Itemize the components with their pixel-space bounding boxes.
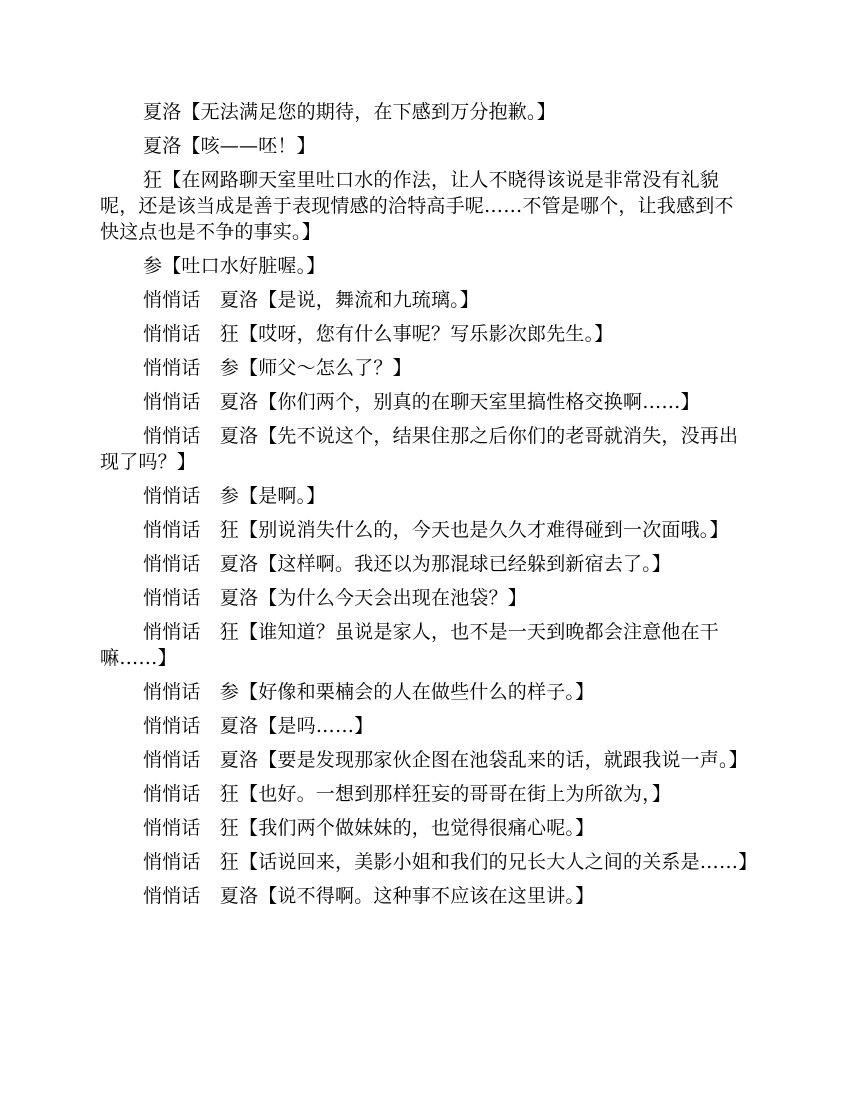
document-body: [100, 99, 758, 917]
paragraph: 悄悄话 夏洛【先不说这个，结果住那之后你们的老哥就消失，没再出现了吗？】: [100, 425, 739, 473]
paragraph: 悄悄话 狂【别说消失什么的，今天也是久久才难得碰到一次面哦。】: [143, 519, 729, 541]
paragraph: 悄悄话 夏洛【这样啊。我还以为那混球已经躲到新宿去了。】: [143, 553, 672, 575]
paragraph: 悄悄话 夏洛【是说，舞流和九琉璃。】: [143, 289, 480, 311]
paragraph: 夏洛【咳——呸！】: [143, 135, 316, 157]
paragraph: 悄悄话 参【好像和栗楠会的人在做些什么的样子。】: [143, 681, 595, 703]
paragraph: 悄悄话 狂【谁知道？虽说是家人，也不是一天到晚都会注意他在干嘛……】: [100, 621, 720, 669]
paragraph: 悄悄话 狂【话说回来，美影小姐和我们的兄长大人之间的关系是……】: [143, 851, 758, 873]
paragraph: 夏洛【无法满足您的期待，在下感到万分抱歉。】: [143, 101, 556, 123]
paragraph: 悄悄话 夏洛【你们两个，别真的在聊天室里搞性格交换啊……】: [143, 391, 700, 413]
paragraph: 悄悄话 狂【哎呀，您有什么事呢？写乐影次郎先生。】: [143, 323, 614, 345]
paragraph: 悄悄话 夏洛【是吗……】: [143, 715, 374, 737]
paragraph: 悄悄话 狂【我们两个做妹妹的，也觉得很痛心呢。】: [143, 817, 595, 839]
paragraph: 狂【在网路聊天室里吐口水的作法，让人不晓得该说是非常没有礼貌呢，还是该当成是善于表现情感的洽特高手呢……不管是哪个，让我感到不快这点也是不争的事实。】: [100, 169, 734, 243]
paragraph: 悄悄话 夏洛【说不得啊。这种事不应该在这里讲。】: [143, 885, 595, 907]
paragraph: 悄悄话 夏洛【要是发现那家伙企图在池袋乱来的话，就跟我说一声。】: [143, 749, 748, 771]
paragraph: 悄悄话 参【师父～怎么了？】: [143, 357, 412, 379]
paragraph: 参【吐口水好脏喔。】: [143, 255, 326, 277]
paragraph: 悄悄话 狂【也好。一想到那样狂妄的哥哥在街上为所欲为，】: [143, 783, 672, 805]
paragraph: 悄悄话 参【是啊。】: [143, 485, 326, 507]
paragraph: 悄悄话 夏洛【为什么今天会出现在池袋？】: [143, 587, 528, 609]
